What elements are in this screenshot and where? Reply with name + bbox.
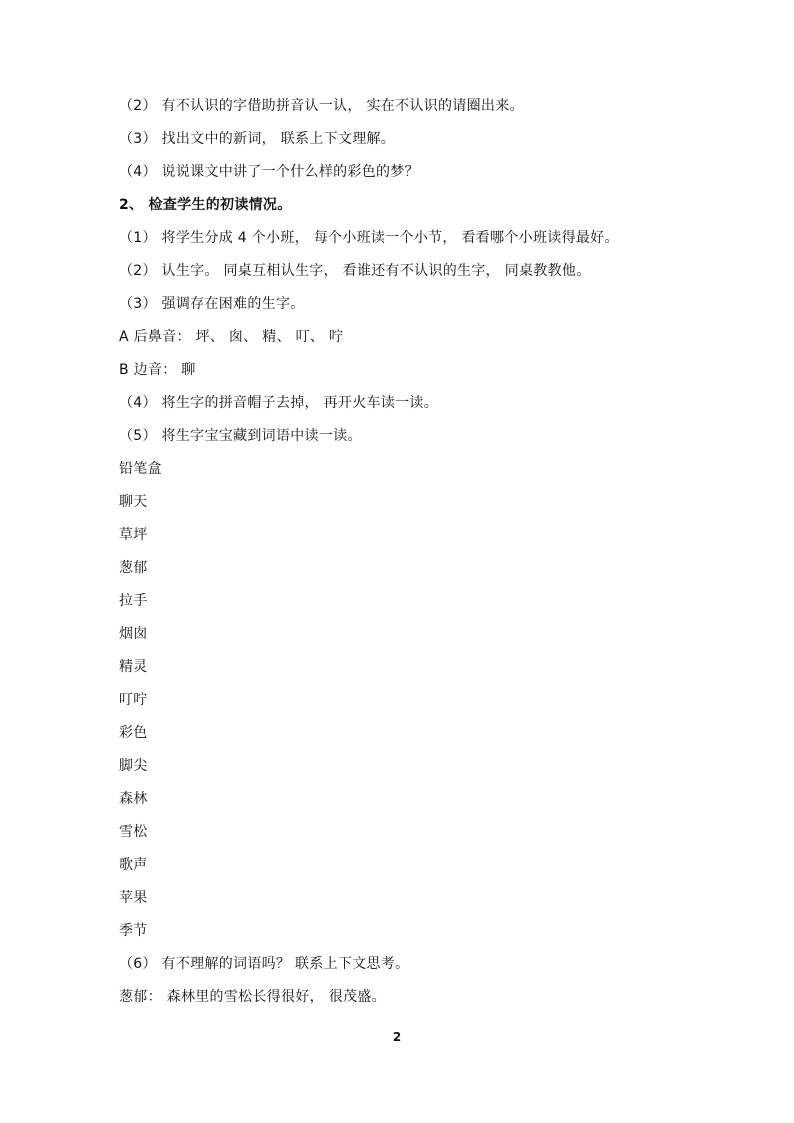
text-line: 葱郁： 森林里的雪松长得很好， 很茂盛。 <box>119 989 386 1005</box>
text-line: （3） 强调存在困难的生字。 <box>119 296 305 312</box>
word-item: 聊天 <box>119 494 148 510</box>
word-item: 脚尖 <box>119 758 148 774</box>
word-item: 季节 <box>119 923 148 939</box>
text-line: （4） 将生字的拼音帽子去掉， 再开火车读一读。 <box>119 395 439 411</box>
word-item: 雪松 <box>119 824 148 840</box>
word-item: 叮咛 <box>119 692 148 708</box>
word-item: 拉手 <box>119 593 148 609</box>
word-item: 歌声 <box>119 857 148 873</box>
text-line: （2） 有不认识的字借助拼音认一认， 实在不认识的请圈出来。 <box>119 98 524 114</box>
word-item: 苹果 <box>119 890 148 906</box>
text-line: B 边音： 聊 <box>119 362 196 378</box>
word-item: 葱郁 <box>119 560 148 576</box>
section-heading: 2、 检查学生的初读情况。 <box>119 197 292 213</box>
text-line: （2） 认生字。 同桌互相认生字， 看谁还有不认识的生字， 同桌教教他。 <box>119 263 591 279</box>
text-line: （5） 将生字宝宝藏到词语中读一读。 <box>119 428 362 444</box>
text-line: A 后鼻音： 坪、 囱、 精、 叮、 咛 <box>119 329 344 345</box>
word-item: 精灵 <box>119 659 148 675</box>
word-item: 森林 <box>119 791 148 807</box>
word-item: 烟囱 <box>119 626 148 642</box>
word-item: 彩色 <box>119 725 148 741</box>
text-line: （6） 有不理解的词语吗？ 联系上下文思考。 <box>119 956 410 972</box>
word-item: 铅笔盒 <box>119 461 162 477</box>
page-number: 2 <box>392 1030 402 1044</box>
text-line: （3） 找出文中的新词， 联系上下文理解。 <box>119 131 396 147</box>
word-item: 草坪 <box>119 527 148 543</box>
text-line: （1） 将学生分成 4 个小班， 每个小班读一个小节， 看看哪个小班读得最好。 <box>119 230 619 246</box>
text-line: （4） 说说课文中讲了一个什么样的彩色的梦？ <box>119 164 419 180</box>
